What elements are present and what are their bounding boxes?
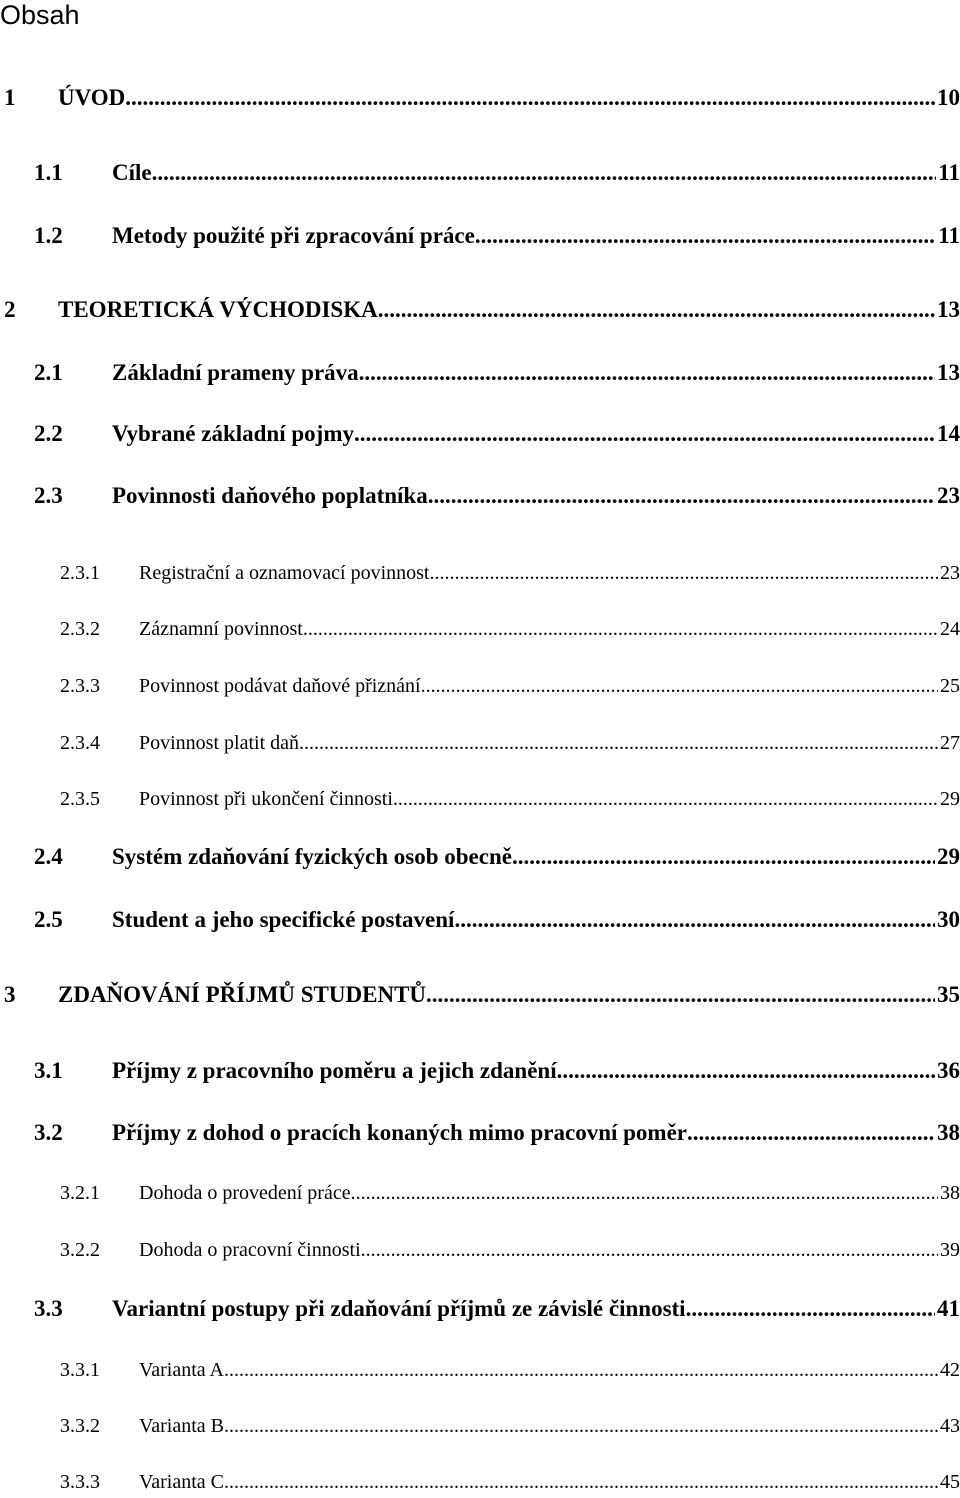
dot-leader xyxy=(125,82,935,114)
toc-entry-page: 39 xyxy=(940,1239,960,1261)
toc-entry-2-3-2[interactable] xyxy=(0,613,960,645)
toc-entry-label: Registrační a oznamovací povinnost xyxy=(139,562,430,584)
toc-entry-label: Povinnost platit daň xyxy=(139,732,299,754)
toc-entry-page: 10 xyxy=(937,85,960,110)
toc-entry-label: Příjmy z dohod o pracích konaných mimo pracovní poměr xyxy=(112,1120,687,1145)
dot-leader xyxy=(512,841,935,873)
toc-entry-number: 2.4 xyxy=(34,844,63,869)
dot-leader xyxy=(393,783,938,815)
toc-entry-2-4[interactable] xyxy=(0,841,960,873)
toc-entry-number: 2.3.2 xyxy=(60,618,100,640)
toc-entry-2-3-4[interactable] xyxy=(0,727,960,759)
toc-entry-2-1[interactable] xyxy=(0,357,960,389)
dot-leader xyxy=(686,1293,935,1325)
toc-entry-2-3-1[interactable] xyxy=(0,557,960,589)
toc-entry-number: 2.3.5 xyxy=(60,788,100,810)
toc-entry-page: 38 xyxy=(940,1182,960,1204)
toc-entry-label: Povinnost podávat daňové přiznání xyxy=(139,675,421,697)
toc-entry-label: Varianta C xyxy=(139,1471,224,1493)
toc-entry-label: Povinnost při ukončení činnosti xyxy=(139,788,393,810)
toc-entry-page: 41 xyxy=(937,1296,960,1321)
toc-entry-page: 30 xyxy=(937,907,960,932)
toc-entry-number: 3.3.1 xyxy=(60,1359,100,1381)
toc-entry-2[interactable] xyxy=(0,294,960,326)
dot-leader xyxy=(429,557,938,589)
toc-entry-2-3-5[interactable] xyxy=(0,783,960,815)
toc-entry-number: 2.3.3 xyxy=(60,675,100,697)
toc-entry-page: 45 xyxy=(940,1471,960,1493)
dot-leader xyxy=(299,727,938,759)
toc-entry-label: Varianta A xyxy=(139,1359,224,1381)
toc-entry-label: Základní prameny práva xyxy=(112,360,359,385)
dot-leader xyxy=(361,1234,938,1266)
dot-leader xyxy=(421,670,938,702)
toc-entry-number: 2.3 xyxy=(34,483,63,508)
toc-entry-page: 13 xyxy=(937,297,960,322)
toc-entry-page: 24 xyxy=(940,618,960,640)
toc-entry-number: 2 xyxy=(4,297,16,322)
toc-entry-label: Cíle xyxy=(112,160,152,185)
toc-entry-number: 2.5 xyxy=(34,907,63,932)
toc-entry-number: 2.1 xyxy=(34,360,63,385)
toc-entry-label: Dohoda o pracovní činnosti xyxy=(139,1239,361,1261)
toc-entry-page: 23 xyxy=(940,562,960,584)
dot-leader xyxy=(354,418,935,450)
toc-entry-label: Varianta B xyxy=(139,1415,224,1437)
toc-entry-number: 1 xyxy=(4,85,16,110)
toc-entry-number: 3.1 xyxy=(34,1058,63,1083)
dot-leader xyxy=(475,220,936,252)
toc-entry-page: 43 xyxy=(940,1415,960,1437)
toc-entry-page: 13 xyxy=(937,360,960,385)
toc-entry-number: 2.3.4 xyxy=(60,732,100,754)
toc-entry-3-2[interactable] xyxy=(0,1117,960,1149)
toc-entry-1-1[interactable] xyxy=(0,157,960,189)
toc-entry-label: Variantní postupy při zdaňování příjmů ze závislé činnosti xyxy=(112,1296,686,1321)
toc-entry-page: 11 xyxy=(938,223,960,248)
toc-entry-label: Vybrané základní pojmy xyxy=(112,421,354,446)
toc-entry-1[interactable] xyxy=(0,82,960,114)
toc-entry-3-1[interactable] xyxy=(0,1055,960,1087)
toc-entry-3[interactable] xyxy=(0,979,960,1011)
toc-entry-page: 27 xyxy=(940,732,960,754)
toc-entry-label: TEORETICKÁ VÝCHODISKA xyxy=(58,297,378,322)
dot-leader xyxy=(224,1466,938,1498)
toc-entry-label: ZDAŇOVÁNÍ PŘÍJMŮ STUDENTŮ xyxy=(58,982,427,1007)
toc-entry-number: 3.3.2 xyxy=(60,1415,100,1437)
toc-entry-3-3-1[interactable] xyxy=(0,1354,960,1386)
dot-leader xyxy=(224,1354,938,1386)
toc-entry-page: 29 xyxy=(940,788,960,810)
dot-leader xyxy=(359,357,935,389)
toc-entry-label: Metody použité při zpracování práce xyxy=(112,223,475,248)
toc-entry-page: 11 xyxy=(938,160,960,185)
toc-entry-number: 3.2.1 xyxy=(60,1182,100,1204)
toc-entry-label: Dohoda o provedení práce xyxy=(139,1182,351,1204)
toc-entry-number: 2.3.1 xyxy=(60,562,100,584)
toc-entry-1-2[interactable] xyxy=(0,220,960,252)
dot-leader xyxy=(378,294,935,326)
dot-leader xyxy=(303,613,938,645)
toc-entry-2-2[interactable] xyxy=(0,418,960,450)
toc-entry-page: 36 xyxy=(937,1058,960,1083)
toc-entry-number: 3.2.2 xyxy=(60,1239,100,1261)
toc-entry-page: 14 xyxy=(937,421,960,446)
toc-entry-label: Systém zdaňování fyzických osob obecně xyxy=(112,844,512,869)
toc-entry-3-2-2[interactable] xyxy=(0,1234,960,1266)
toc-entry-page: 42 xyxy=(940,1359,960,1381)
toc-entry-label: Záznamní povinnost xyxy=(139,618,303,640)
toc-entry-page: 25 xyxy=(940,675,960,697)
dot-leader xyxy=(687,1117,935,1149)
dot-leader xyxy=(557,1055,935,1087)
dot-leader xyxy=(351,1177,938,1209)
toc-entry-page: 29 xyxy=(937,844,960,869)
toc-entry-3-2-1[interactable] xyxy=(0,1177,960,1209)
toc-entry-label: Student a jeho specifické postavení xyxy=(112,907,455,932)
toc-entry-2-3-3[interactable] xyxy=(0,670,960,702)
dot-leader xyxy=(426,979,935,1011)
dot-leader xyxy=(428,480,935,512)
toc-entry-3-3-2[interactable] xyxy=(0,1410,960,1442)
dot-leader xyxy=(224,1410,938,1442)
toc-entry-3-3-3[interactable] xyxy=(0,1466,960,1498)
toc-entry-label: ÚVOD xyxy=(58,85,126,110)
toc-entry-number: 1.1 xyxy=(34,160,63,185)
toc-entry-number: 2.2 xyxy=(34,421,63,446)
dot-leader xyxy=(454,904,935,936)
toc-entry-2-3[interactable] xyxy=(0,480,960,512)
toc-entry-label: Povinnosti daňového poplatníka xyxy=(112,483,428,508)
toc-entry-3-3[interactable] xyxy=(0,1293,960,1325)
toc-entry-page: 23 xyxy=(937,483,960,508)
toc-entry-number: 1.2 xyxy=(34,223,63,248)
toc-entry-number: 3.2 xyxy=(34,1120,63,1145)
toc-entry-number: 3 xyxy=(4,982,16,1007)
toc-entry-number: 3.3 xyxy=(34,1296,63,1321)
toc-entry-page: 38 xyxy=(937,1120,960,1145)
dot-leader xyxy=(152,157,937,189)
toc-entry-page: 35 xyxy=(937,982,960,1007)
toc-entry-number: 3.3.3 xyxy=(60,1471,100,1493)
toc-entry-2-5[interactable] xyxy=(0,904,960,936)
toc-entry-label: Příjmy z pracovního poměru a jejich zdanění xyxy=(112,1058,557,1083)
toc-title: Obsah xyxy=(0,0,80,30)
